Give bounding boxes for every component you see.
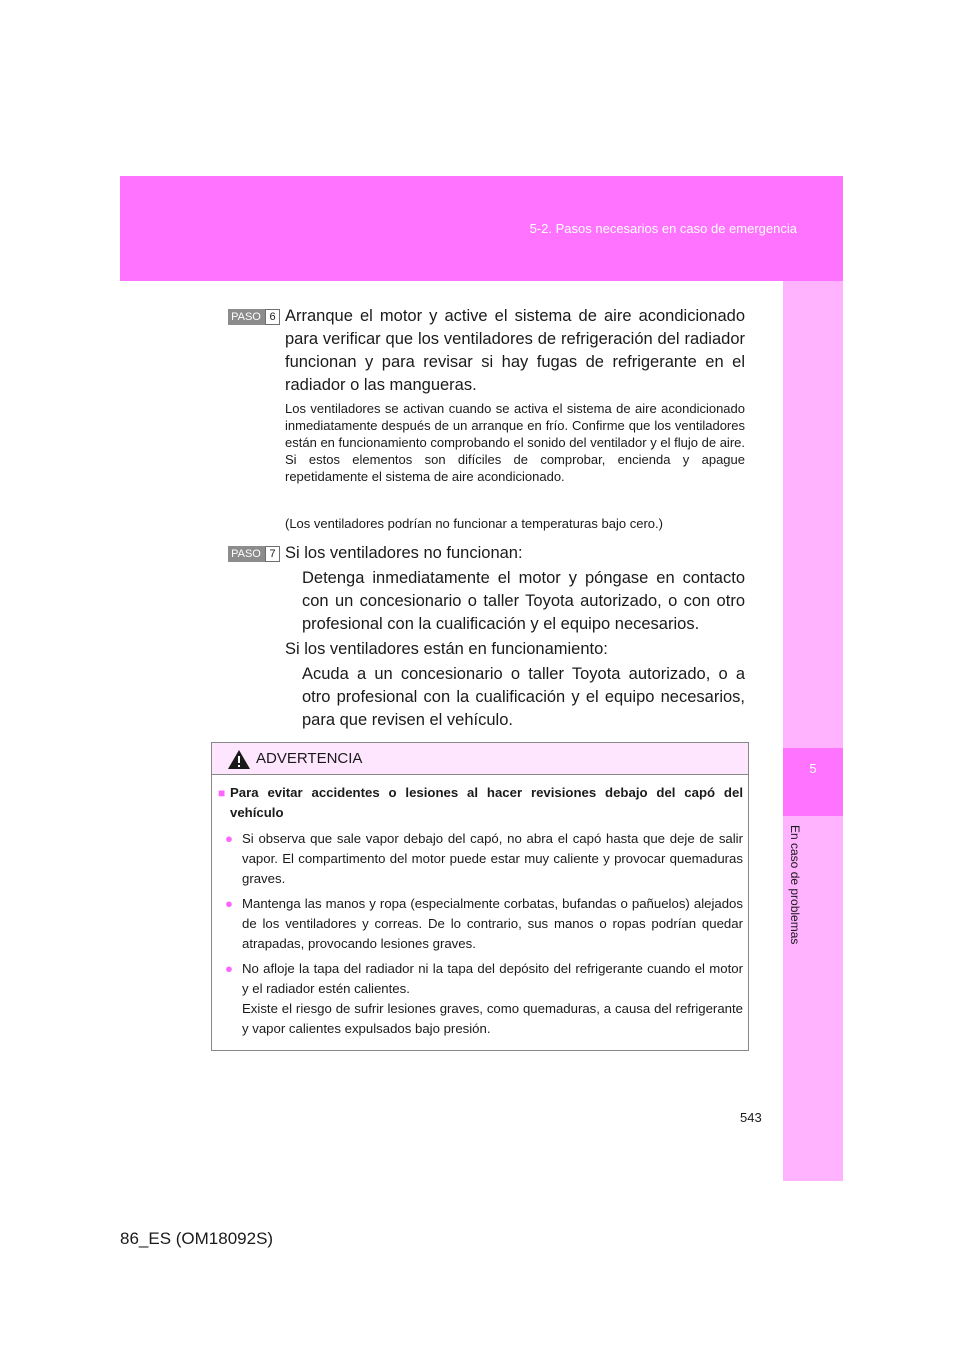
warning-item-text: No afloje la tapa del radiador ni la tapa del depósito del refrigerante cuando el motor y el radiador estén calientes.: [242, 961, 743, 996]
step-6-note: Los ventiladores se activan cuando se activa el sistema de aire acondicionado inmediatamente después de un arranque en frío. Confirme que los ventiladores están en funcionamiento comprobando el sonido del ventilador y el flujo de aire. Si estos elementos son difíciles de comprobar, encienda y apague repetidamente el sistema de aire acondicionado.: [285, 401, 745, 484]
step-badge-label: PASO: [228, 309, 264, 325]
circle-bullet-icon: ●: [225, 961, 233, 976]
warning-item-extra: Existe el riesgo de sufrir lesiones graves, como quemaduras, a causa del refrigerante y vapor calientes expulsados bajo presión.: [242, 1001, 743, 1036]
page-number: 543: [740, 1110, 762, 1125]
warning-heading-row: [218, 783, 743, 823]
warning-header: [212, 743, 748, 775]
step-badge-label: PASO: [228, 546, 264, 562]
square-bullet-icon: ■: [218, 786, 226, 800]
step-7-case-1-action: Detenga inmediatamente el motor y póngase en contacto con un concesionario o taller Toyota autorizado, o con otro profesional con la cualificación y el equipo necesarios.: [302, 569, 745, 633]
circle-bullet-icon: ●: [225, 831, 233, 846]
step-7-case-2-action: Acuda a un concesionario o taller Toyota autorizado, o a otro profesional con la cualificación y el equipo necesarios, para que revisen el vehículo.: [302, 665, 745, 729]
warning-item-text: Si observa que sale vapor debajo del capó, no abra el capó hasta que deje de salir vapor. El compartimento del motor puede estar muy caliente y provocar quemaduras graves.: [242, 831, 743, 886]
warning-item-3: [225, 959, 743, 1039]
warning-title: ADVERTENCIA: [256, 750, 363, 767]
document-code: 86_ES (OM18092S): [120, 1229, 274, 1248]
warning-item-2: [225, 894, 743, 954]
chapter-label: En caso de problemas: [788, 825, 802, 945]
section-title: 5-2. Pasos necesarios en caso de emergencia: [529, 221, 797, 236]
circle-bullet-icon: ●: [225, 896, 233, 911]
warning-heading: Para evitar accidentes o lesiones al hacer revisiones debajo del capó del vehículo: [230, 785, 743, 820]
warning-triangle-icon: [227, 749, 251, 770]
chapter-number: 5: [783, 748, 843, 816]
step-7-case-2: Si los ventiladores están en funcionamiento:: [285, 640, 608, 658]
warning-item-1: [225, 829, 743, 889]
step-badge-number: 7: [265, 546, 280, 562]
step-6-note-2: (Los ventiladores podrían no funcionar a temperaturas bajo cero.): [285, 516, 663, 531]
step-7-case-1: Si los ventiladores no funcionan:: [285, 544, 523, 562]
warning-box: [211, 742, 749, 1051]
step-badge-number: 6: [265, 309, 280, 325]
warning-item-text: Mantenga las manos y ropa (especialmente corbatas, bufandas o pañuelos) alejados de los ventiladores y correas. De lo contrario, sus manos o ropas podrían quedar atrapadas, provocando lesiones graves.: [242, 896, 743, 951]
side-tab: [783, 281, 843, 1181]
step-6-text: Arranque el motor y active el sistema de aire acondicionado para verificar que los ventiladores de refrigeración del radiador funcionan y para revisar si hay fugas de refrigerante en el radiador o las mangueras.: [285, 307, 745, 394]
